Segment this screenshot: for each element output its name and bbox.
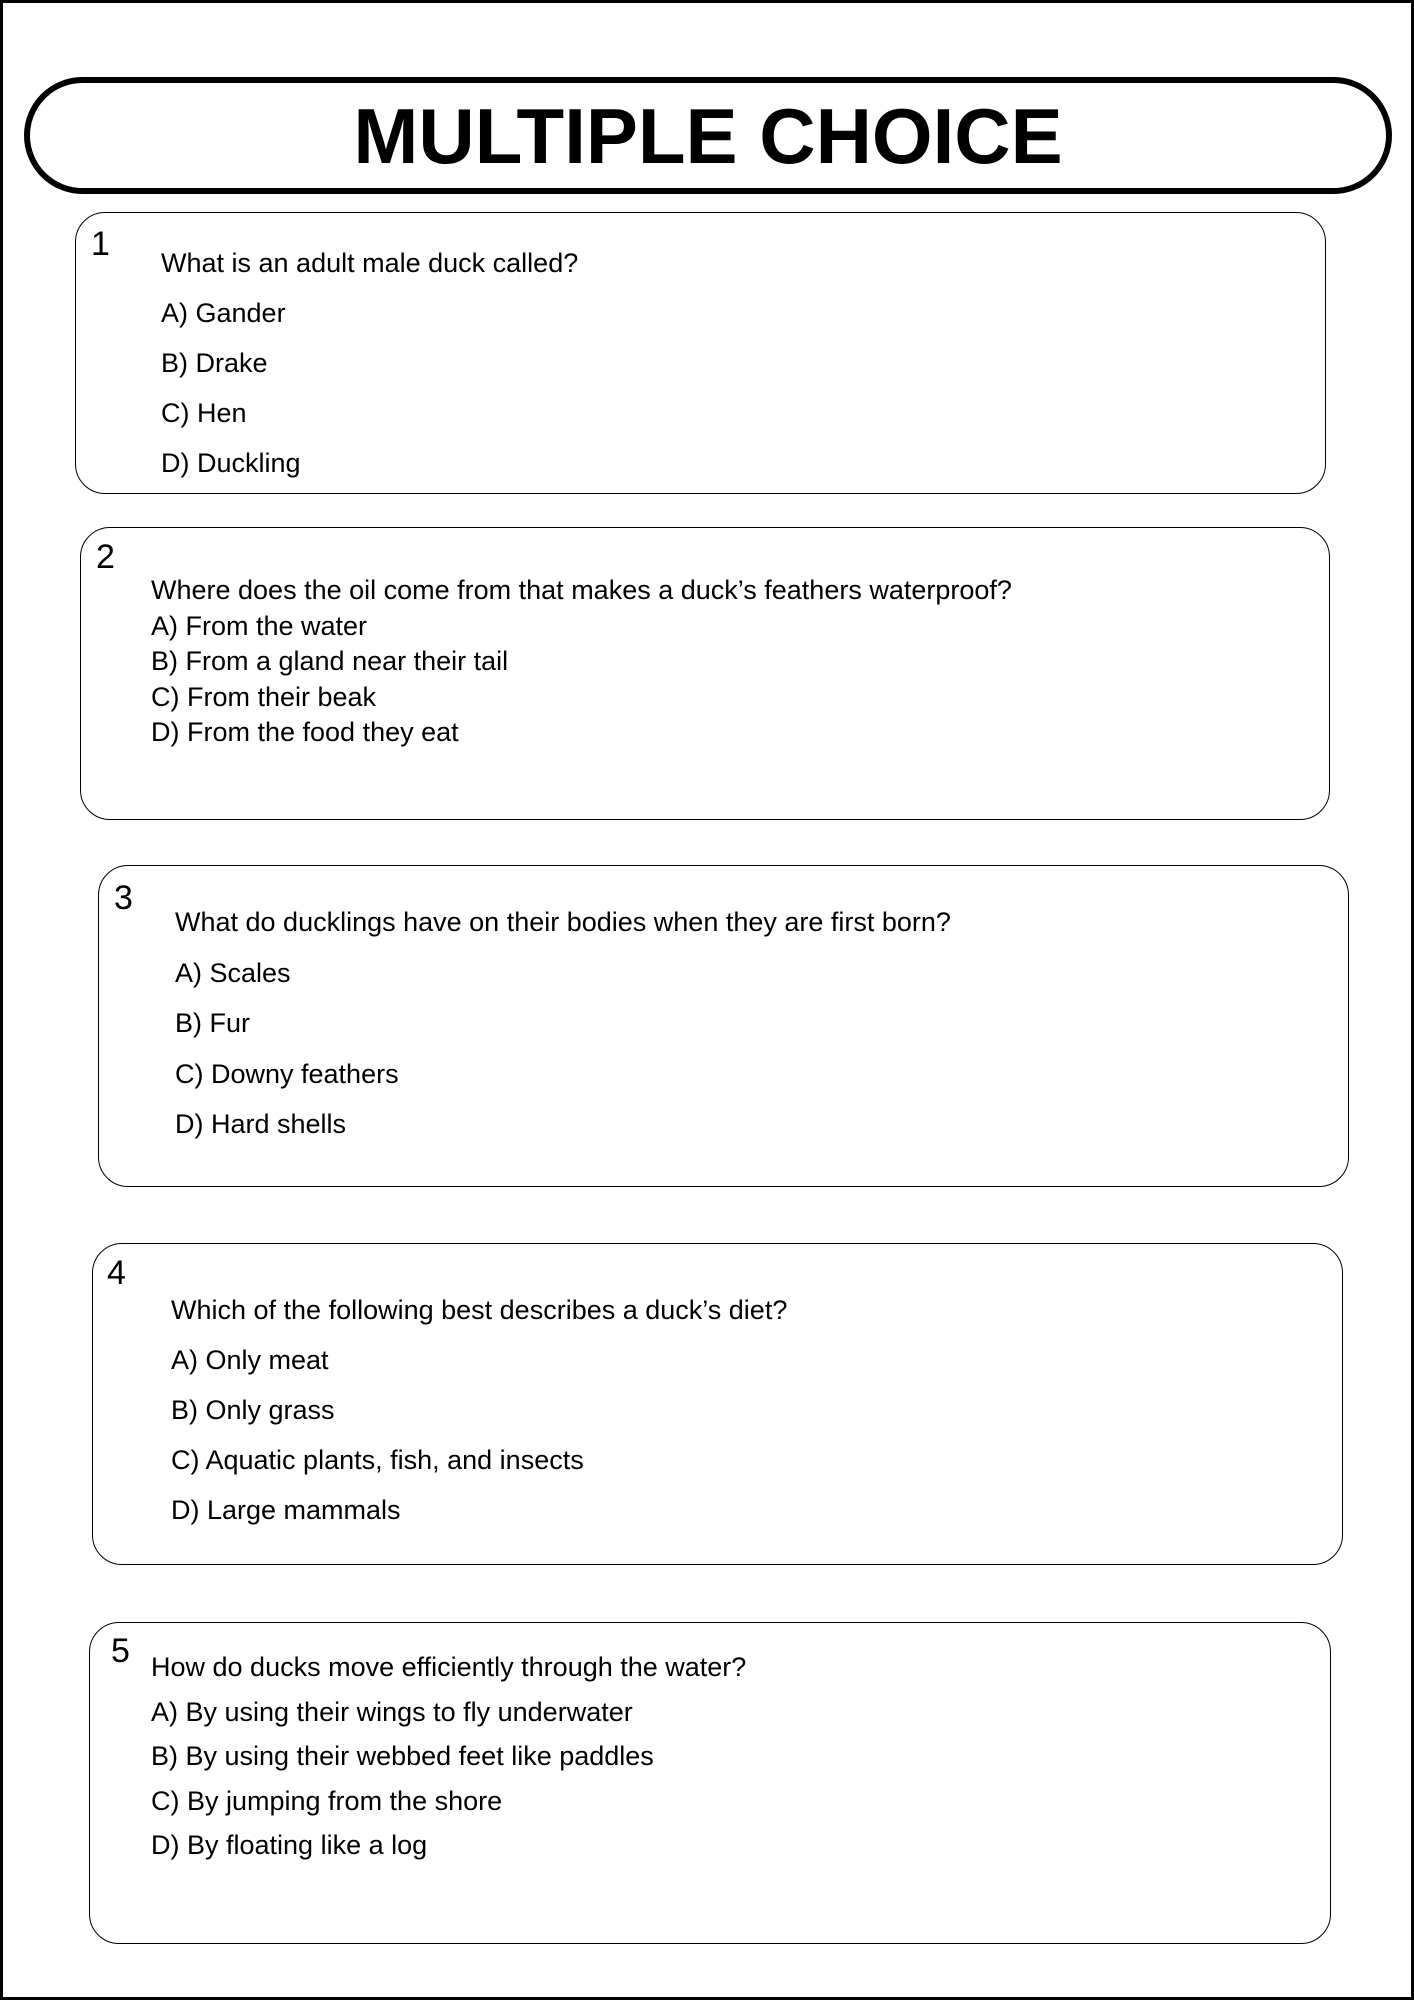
question-body xyxy=(151,574,1012,752)
question-card-4 xyxy=(92,1243,1343,1565)
answer-option-c: C) Downy feathers xyxy=(175,1058,399,1089)
question-body xyxy=(161,247,578,497)
answer-option-d: D) Duckling xyxy=(161,448,301,478)
question-text: What is an adult male duck called? xyxy=(161,248,579,278)
answer-option-a: A) Gander xyxy=(161,298,286,328)
question-number: 5 xyxy=(111,1632,130,1670)
question-number: 4 xyxy=(107,1254,126,1292)
answer-option-b: B) Only grass xyxy=(171,1395,335,1425)
question-card-2 xyxy=(80,527,1330,820)
answer-option-b: B) Drake xyxy=(161,348,268,378)
title-banner xyxy=(24,77,1392,194)
answer-option-c: C) Aquatic plants, fish, and insects xyxy=(171,1445,584,1475)
answer-option-c: C) Hen xyxy=(161,398,247,428)
question-number: 2 xyxy=(96,538,115,576)
question-card-5 xyxy=(89,1622,1331,1944)
answer-option-c: C) From their beak xyxy=(151,681,377,712)
question-text: Which of the following best describes a duck’s diet? xyxy=(171,1295,788,1325)
answer-option-b: B) From a gland near their tail xyxy=(151,646,509,676)
question-card-3 xyxy=(98,865,1349,1187)
question-card-1 xyxy=(75,212,1326,494)
question-text: How do ducks move efficiently through the water? xyxy=(151,1652,747,1682)
question-body xyxy=(171,1294,787,1544)
answer-option-d: D) From the food they eat xyxy=(151,717,459,747)
answer-option-c: C) By jumping from the shore xyxy=(151,1785,503,1816)
answer-option-d: D) Hard shells xyxy=(175,1109,347,1139)
question-body xyxy=(151,1651,746,1874)
question-text: Where does the oil come from that makes a duck’s feathers waterproof? xyxy=(151,575,1012,605)
answer-option-a: A) From the water xyxy=(151,610,368,641)
answer-option-a: A) Only meat xyxy=(171,1345,329,1375)
question-number: 1 xyxy=(91,225,110,263)
question-number: 3 xyxy=(114,879,133,917)
answer-option-a: A) By using their wings to fly underwater xyxy=(151,1696,633,1727)
answer-option-d: D) By floating like a log xyxy=(151,1830,428,1860)
page-title: MULTIPLE CHOICE xyxy=(353,91,1063,180)
question-text: What do ducklings have on their bodies when they are first born? xyxy=(175,907,951,937)
question-body xyxy=(175,906,951,1159)
answer-option-a: A) Scales xyxy=(175,957,291,988)
answer-option-b: B) Fur xyxy=(175,1008,251,1038)
answer-option-b: B) By using their webbed feet like paddles xyxy=(151,1741,654,1771)
answer-option-d: D) Large mammals xyxy=(171,1495,401,1525)
